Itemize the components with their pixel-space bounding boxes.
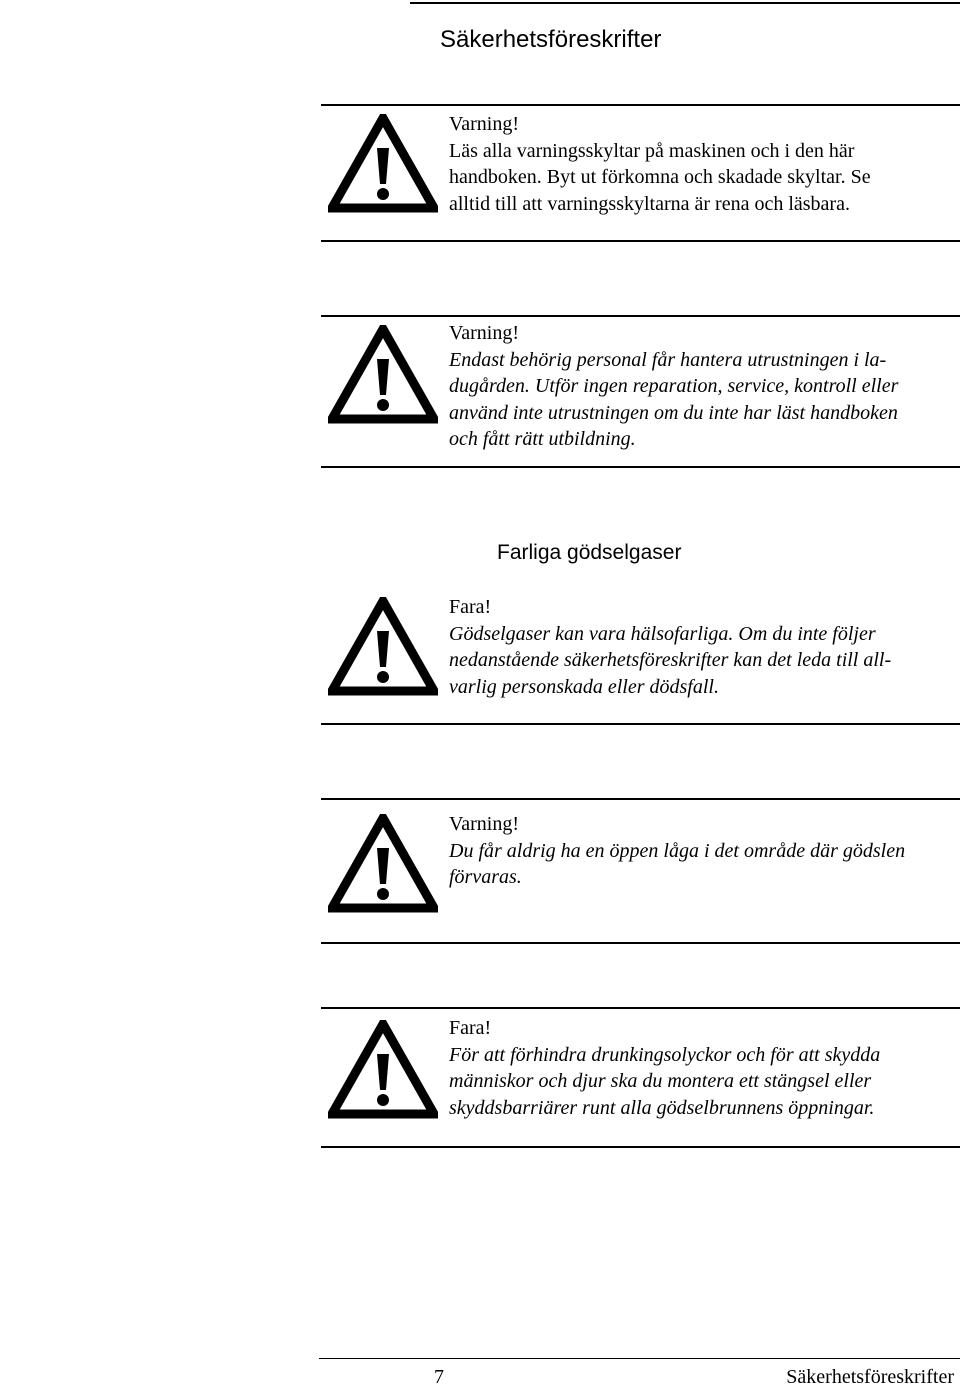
notice-divider — [321, 1007, 960, 1009]
notice-divider — [321, 315, 960, 317]
notice-line: Läs alla varningsskyltar på maskinen och i den här — [449, 139, 855, 162]
notice-5 — [449, 1015, 949, 1121]
notice-divider — [321, 466, 960, 468]
notice-line: Du får aldrig ha en öppen låga i det område där gödslen — [449, 839, 906, 862]
warning-triangle-icon — [328, 114, 438, 214]
notice-keyword: Fara! — [449, 596, 492, 618]
notice-line: skyddsbarriärer runt alla gödselbrunnens öppningar. — [449, 1096, 875, 1119]
header-rule — [410, 2, 960, 4]
warning-triangle-icon — [328, 814, 438, 914]
footer-title: Säkerhetsföreskrifter — [786, 1366, 954, 1388]
notice-divider — [321, 1146, 960, 1148]
notice-keyword: Varning! — [449, 322, 519, 344]
notice-divider — [321, 942, 960, 944]
section-heading: Farliga gödselgaser — [497, 541, 682, 564]
notice-line: handboken. Byt ut förkomna och skadade skyltar. Se — [449, 166, 871, 188]
notice-line: förvaras. — [449, 866, 522, 888]
notice-line: Endast behörig personal får hantera utrustningen i la- — [449, 348, 887, 371]
notice-keyword: Varning! — [449, 113, 519, 135]
notice-1 — [449, 111, 949, 217]
notice-divider — [321, 798, 960, 800]
notice-divider — [321, 723, 960, 725]
notice-line: och fått rätt utbildning. — [449, 428, 636, 450]
notice-divider — [321, 104, 960, 106]
notice-line: nedanstående säkerhetsföreskrifter kan det leda till all- — [449, 649, 892, 671]
page-title: Säkerhetsföreskrifter — [440, 26, 662, 53]
notice-3 — [449, 594, 949, 700]
footer-rule — [319, 1358, 960, 1359]
notice-line: Gödselgaser kan vara hälsofarliga. Om du inte följer — [449, 622, 876, 645]
notice-line: alltid till att varningsskyltarna är rena och läsbara. — [449, 192, 850, 215]
warning-triangle-icon — [328, 325, 438, 425]
notice-line: använd inte utrustningen om du inte har läst handboken — [449, 401, 898, 424]
warning-triangle-icon — [328, 1020, 438, 1120]
notice-divider — [321, 240, 960, 242]
notice-line: dugården. Utför ingen reparation, service, kontroll eller — [449, 375, 899, 397]
notice-line: människor och djur ska du montera ett stängsel eller — [449, 1070, 872, 1092]
notice-line: varlig personskada eller dödsfall. — [449, 675, 719, 698]
page-number: 7 — [434, 1366, 444, 1388]
notice-line: För att förhindra drunkingsolyckor och för att skydda — [449, 1043, 881, 1066]
notice-keyword: Fara! — [449, 1017, 492, 1039]
notice-4 — [449, 811, 949, 891]
notice-2 — [449, 320, 949, 453]
warning-triangle-icon — [328, 597, 438, 697]
notice-keyword: Varning! — [449, 813, 519, 835]
